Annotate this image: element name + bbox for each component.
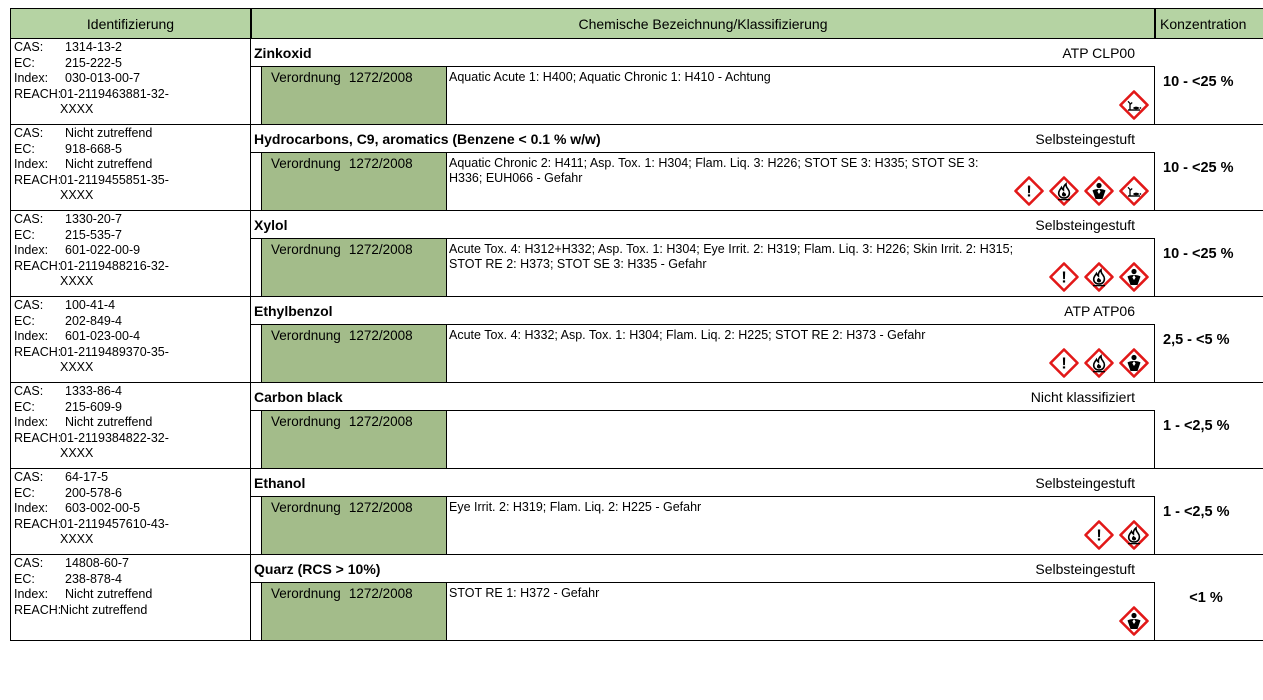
reach-label: REACH:	[14, 344, 62, 359]
reach-label: REACH:	[14, 430, 62, 445]
reach-number: 01-2119463881-32-	[60, 86, 169, 101]
classification-cell	[251, 383, 1155, 468]
ghs-pictograms	[1118, 605, 1150, 637]
regulation-box	[261, 153, 447, 210]
concentration-value: 10 - <25 %	[1163, 245, 1234, 262]
substance-name: Xylol	[254, 216, 288, 233]
ec-label: EC:	[14, 227, 35, 242]
reach-suffix: XXXX	[60, 188, 94, 202]
hazard-statements	[447, 153, 1155, 210]
environment-icon	[1118, 89, 1150, 121]
classification-details	[251, 583, 1155, 640]
cas-line	[14, 126, 247, 142]
substance-name: Ethanol	[254, 474, 306, 491]
ec-number: 215-609-9	[65, 399, 122, 414]
reach-label: REACH:	[14, 86, 62, 101]
ec-number: 200-578-6	[65, 485, 122, 500]
svg-text:!: !	[1026, 183, 1032, 201]
substance-row	[10, 469, 1263, 555]
header-concentration: Konzentration	[1155, 8, 1263, 39]
reach-suffix: XXXX	[60, 274, 94, 288]
concentration-cell	[1155, 297, 1263, 382]
ghs-pictograms	[1118, 89, 1150, 121]
ec-label: EC:	[14, 485, 35, 500]
classification-details	[251, 325, 1155, 382]
identification-cell	[10, 469, 251, 554]
regulation-box	[261, 67, 447, 124]
reach-number: 01-2119489370-35-	[60, 344, 169, 359]
substance-header	[251, 555, 1155, 583]
ec-number: 918-668-5	[65, 141, 122, 156]
concentration-cell	[1155, 39, 1263, 124]
regulation-label: Verordnung	[271, 500, 341, 515]
regulation-label: Verordnung	[271, 156, 341, 171]
index-number: 030-013-00-7	[65, 71, 141, 85]
reach-number: Nicht zutreffend	[60, 602, 148, 617]
index-number: Nicht zutreffend	[65, 157, 153, 171]
cas-label: CAS:	[14, 126, 44, 140]
substance-row	[10, 555, 1263, 641]
hazard-statements	[447, 67, 1155, 124]
cas-number: 100-41-4	[65, 298, 116, 312]
flame-icon	[1083, 347, 1115, 379]
substance-name: Quarz (RCS > 10%)	[254, 560, 381, 577]
substance-header	[251, 39, 1155, 67]
cas-number: 14808-60-7	[65, 556, 129, 570]
regulation-number: 1272/2008	[348, 242, 413, 257]
classification-details	[251, 67, 1155, 124]
cas-line	[14, 556, 247, 572]
header-identification: Identifizierung	[10, 8, 251, 39]
ec-label: EC:	[14, 399, 35, 414]
reach-number: 01-2119384822-32-	[60, 430, 169, 445]
substance-header	[251, 469, 1155, 497]
ghs-pictograms	[1048, 261, 1150, 293]
ec-number: 215-222-5	[65, 55, 122, 70]
reach-suffix: XXXX	[60, 102, 94, 116]
cas-label: CAS:	[14, 384, 44, 398]
hazard-statements	[447, 583, 1155, 640]
reach-suffix-line	[14, 618, 247, 634]
reach-suffix-line	[14, 532, 247, 548]
regulation-label: Verordnung	[271, 242, 341, 257]
identification-cell	[10, 39, 251, 124]
index-number: 603-002-00-5	[65, 501, 141, 515]
reach-line	[14, 603, 247, 619]
ec-label: EC:	[14, 141, 35, 156]
concentration-cell	[1155, 555, 1263, 640]
index-line	[14, 415, 247, 431]
classification-details	[251, 411, 1155, 468]
regulation-label: Verordnung	[271, 328, 341, 343]
ec-line	[14, 486, 247, 502]
substance-name: Carbon black	[254, 388, 343, 405]
concentration-cell	[1155, 211, 1263, 296]
substance-row	[10, 383, 1263, 469]
classification-status: Selbsteingestuft	[1035, 130, 1135, 147]
cas-line	[14, 384, 247, 400]
index-label: Index:	[14, 587, 49, 601]
concentration-cell	[1155, 383, 1263, 468]
exclamation-icon	[1048, 347, 1080, 379]
substance-name: Zinkoxid	[254, 44, 312, 61]
concentration-value: 1 - <2,5 %	[1163, 503, 1230, 520]
hazard-statements	[447, 239, 1155, 296]
concentration-cell	[1155, 125, 1263, 210]
classification-status: Selbsteingestuft	[1035, 474, 1135, 491]
index-line	[14, 71, 247, 87]
index-line	[14, 587, 247, 603]
concentration-cell	[1155, 469, 1263, 554]
cas-number: 1330-20-7	[65, 212, 122, 226]
classification-cell	[251, 469, 1155, 554]
classification-cell	[251, 211, 1155, 296]
reach-suffix-line	[14, 360, 247, 376]
cas-label: CAS:	[14, 40, 44, 54]
concentration-value: <1 %	[1189, 589, 1223, 606]
regulation-box	[261, 583, 447, 640]
reach-suffix: XXXX	[60, 532, 94, 546]
identification-cell	[10, 125, 251, 210]
hazard-text: Aquatic Acute 1: H400; Aquatic Chronic 1: H410 - Achtung	[449, 70, 771, 84]
cas-line	[14, 40, 247, 56]
index-label: Index:	[14, 243, 49, 257]
reach-number: 01-2119488216-32-	[60, 258, 169, 273]
cas-label: CAS:	[14, 556, 44, 570]
ec-number: 238-878-4	[65, 571, 122, 586]
reach-suffix-line	[14, 102, 247, 118]
reach-label: REACH:	[14, 516, 62, 531]
reach-line	[14, 431, 247, 447]
substance-row	[10, 39, 1263, 125]
index-number: 601-023-00-4	[65, 329, 141, 343]
regulation-number: 1272/2008	[348, 70, 413, 85]
cas-label: CAS:	[14, 470, 44, 484]
reach-label: REACH:	[14, 258, 62, 273]
hazard-text: STOT RE 1: H372 - Gefahr	[449, 586, 600, 600]
exclamation-icon	[1048, 261, 1080, 293]
concentration-value: 1 - <2,5 %	[1163, 417, 1230, 434]
substance-row	[10, 211, 1263, 297]
ec-label: EC:	[14, 55, 35, 70]
substance-name: Ethylbenzol	[254, 302, 333, 319]
classification-details	[251, 153, 1155, 210]
regulation-box	[261, 497, 447, 554]
concentration-value: 10 - <25 %	[1163, 73, 1234, 90]
ec-line	[14, 142, 247, 158]
flame-icon	[1118, 519, 1150, 551]
index-label: Index:	[14, 501, 49, 515]
reach-number: 01-2119455851-35-	[60, 172, 169, 187]
regulation-number: 1272/2008	[348, 328, 413, 343]
index-number: Nicht zutreffend	[65, 587, 153, 601]
cas-number: 1333-86-4	[65, 384, 122, 398]
reach-line	[14, 259, 247, 275]
hazard-text: Eye Irrit. 2: H319; Flam. Liq. 2: H225 - Gefahr	[449, 500, 702, 514]
classification-status: Selbsteingestuft	[1035, 216, 1135, 233]
svg-text:!: !	[1061, 355, 1067, 373]
health-hazard-icon	[1118, 347, 1150, 379]
cas-number: 64-17-5	[65, 470, 109, 484]
reach-line	[14, 87, 247, 103]
index-line	[14, 243, 247, 259]
index-line	[14, 329, 247, 345]
health-hazard-icon	[1118, 261, 1150, 293]
regulation-box	[261, 411, 447, 468]
reach-suffix-line	[14, 446, 247, 462]
index-number: 601-022-00-9	[65, 243, 141, 257]
classification-cell	[251, 555, 1155, 640]
classification-details	[251, 497, 1155, 554]
reach-suffix-line	[14, 274, 247, 290]
ec-label: EC:	[14, 313, 35, 328]
classification-cell	[251, 297, 1155, 382]
regulation-box	[261, 325, 447, 382]
hazard-statements	[447, 325, 1155, 382]
ghs-pictograms	[1013, 175, 1150, 207]
ec-label: EC:	[14, 571, 35, 586]
classification-details	[251, 239, 1155, 296]
ec-line	[14, 400, 247, 416]
regulation-number: 1272/2008	[348, 156, 413, 171]
hazard-text: Aquatic Chronic 2: H411; Asp. Tox. 1: H304; Flam. Liq. 3: H226; STOT SE 3: H335; STOT SE 3: H336; EUH066 - Gefahr	[449, 156, 979, 185]
ec-line	[14, 314, 247, 330]
identification-cell	[10, 383, 251, 468]
reach-line	[14, 345, 247, 361]
reach-line	[14, 173, 247, 189]
reach-suffix-line	[14, 188, 247, 204]
classification-status: Nicht klassifiziert	[1030, 388, 1135, 405]
index-label: Index:	[14, 329, 49, 343]
substance-row	[10, 297, 1263, 383]
cas-line	[14, 212, 247, 228]
ec-line	[14, 228, 247, 244]
substance-header	[251, 383, 1155, 411]
svg-text:!: !	[1096, 527, 1102, 545]
regulation-box	[261, 239, 447, 296]
reach-line	[14, 517, 247, 533]
regulation-number: 1272/2008	[348, 414, 413, 429]
flame-icon	[1048, 175, 1080, 207]
regulation-number: 1272/2008	[348, 500, 413, 515]
ec-line	[14, 56, 247, 72]
ghs-pictograms	[1083, 519, 1150, 551]
ec-number: 215-535-7	[65, 227, 122, 242]
index-line	[14, 157, 247, 173]
ec-line	[14, 572, 247, 588]
reach-label: REACH:	[14, 172, 62, 187]
substance-row	[10, 125, 1263, 211]
classification-cell	[251, 39, 1155, 124]
flame-icon	[1083, 261, 1115, 293]
hazard-text: Acute Tox. 4: H332; Asp. Tox. 1: H304; Flam. Liq. 2: H225; STOT RE 2: H373 - Gefahr	[449, 328, 926, 342]
index-label: Index:	[14, 415, 49, 429]
reach-suffix: XXXX	[60, 360, 94, 374]
cas-label: CAS:	[14, 298, 44, 312]
index-number: Nicht zutreffend	[65, 415, 153, 429]
classification-status: Selbsteingestuft	[1035, 560, 1135, 577]
index-label: Index:	[14, 157, 49, 171]
hazard-statements	[447, 411, 1155, 468]
regulation-label: Verordnung	[271, 70, 341, 85]
concentration-value: 2,5 - <5 %	[1163, 331, 1230, 348]
substance-name: Hydrocarbons, C9, aromatics (Benzene < 0.1 % w/w)	[254, 130, 601, 147]
reach-label: REACH:	[14, 602, 62, 617]
header-chemical-classification: Chemische Bezeichnung/Klassifizierung	[251, 8, 1155, 39]
svg-text:!: !	[1061, 269, 1067, 287]
classification-status: ATP CLP00	[1062, 44, 1135, 61]
cas-line	[14, 470, 247, 486]
exclamation-icon	[1013, 175, 1045, 207]
cas-number: Nicht zutreffend	[65, 126, 153, 140]
classification-status: ATP ATP06	[1064, 302, 1135, 319]
regulation-label: Verordnung	[271, 586, 341, 601]
cas-number: 1314-13-2	[65, 40, 122, 54]
exclamation-icon	[1083, 519, 1115, 551]
substance-header	[251, 297, 1155, 325]
identification-cell	[10, 297, 251, 382]
index-line	[14, 501, 247, 517]
classification-cell	[251, 125, 1155, 210]
hazard-statements	[447, 497, 1155, 554]
substance-header	[251, 125, 1155, 153]
substance-header	[251, 211, 1155, 239]
ghs-pictograms	[1048, 347, 1150, 379]
cas-label: CAS:	[14, 212, 44, 226]
regulation-label: Verordnung	[271, 414, 341, 429]
regulation-number: 1272/2008	[348, 586, 413, 601]
cas-line	[14, 298, 247, 314]
index-label: Index:	[14, 71, 49, 85]
hazard-text: Acute Tox. 4: H312+H332; Asp. Tox. 1: H304; Eye Irrit. 2: H319; Flam. Liq. 3: H226; Skin Irrit. 2: H315; STOT RE 2: H373; STOT SE 3: H335 - Gefahr	[449, 242, 1014, 271]
ec-number: 202-849-4	[65, 313, 122, 328]
identification-cell	[10, 555, 251, 640]
health-hazard-icon	[1083, 175, 1115, 207]
environment-icon	[1118, 175, 1150, 207]
identification-cell	[10, 211, 251, 296]
reach-suffix: XXXX	[60, 446, 94, 460]
reach-number: 01-2119457610-43-	[60, 516, 169, 531]
health-hazard-icon	[1118, 605, 1150, 637]
concentration-value: 10 - <25 %	[1163, 159, 1234, 176]
